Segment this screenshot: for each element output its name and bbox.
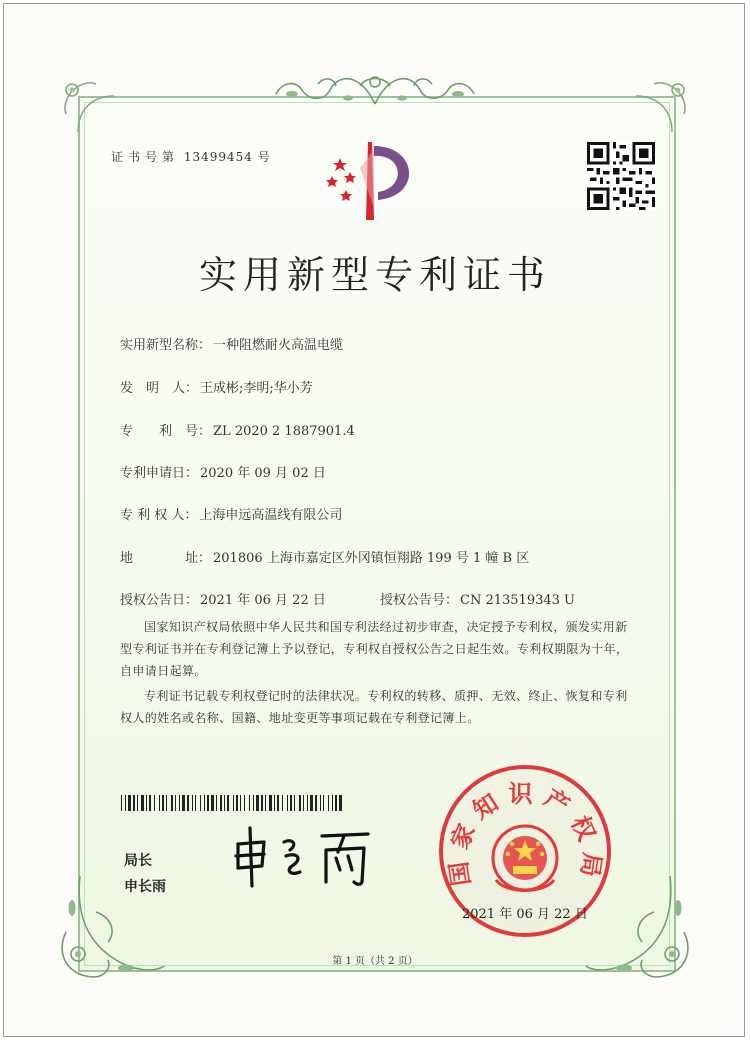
field-value: 2020 年 09 月 02 日 bbox=[200, 466, 326, 481]
certificate-number-label: 证书号第 bbox=[111, 150, 180, 164]
qr-code-icon bbox=[587, 142, 655, 210]
corner-ornament-top-left bbox=[56, 74, 116, 134]
certificate-number-value: 13499454 bbox=[183, 150, 253, 164]
field-value: 一种阻燃耐火高温电缆 bbox=[213, 338, 344, 353]
page-number: 第 1 页（共 2 页） bbox=[332, 956, 418, 967]
corner-ornament-top-right bbox=[634, 74, 694, 134]
field-filing-date bbox=[120, 462, 326, 481]
field-address bbox=[120, 547, 529, 566]
certificate-body bbox=[120, 616, 636, 729]
field-grant-number bbox=[380, 589, 575, 608]
field-value: 上海申远高温线有限公司 bbox=[199, 508, 343, 523]
field-value: CN 213519343 U bbox=[460, 593, 575, 608]
cnipa-logo-icon bbox=[322, 138, 428, 222]
field-value: 201806 上海市嘉定区外冈镇恒翔路 199 号 1 幢 B 区 bbox=[213, 551, 530, 566]
certificate-title: 实用新型专利证书 bbox=[198, 253, 551, 297]
seal-text: 国家知识产权局 bbox=[443, 779, 607, 888]
field-value: 2021 年 06 月 22 日 bbox=[200, 593, 326, 608]
field-value: 王成彬;李明;华小芳 bbox=[200, 381, 313, 396]
field-label: 专利申请日： bbox=[120, 466, 199, 481]
field-inventor bbox=[120, 377, 313, 396]
certificate-number bbox=[111, 148, 271, 165]
signatory-title: 局长 bbox=[124, 853, 152, 869]
field-label: 专 利 权 人： bbox=[120, 508, 198, 523]
barcode-icon bbox=[121, 795, 343, 811]
field-patentee bbox=[120, 504, 342, 523]
certificate-number-suffix: 号 bbox=[257, 150, 271, 164]
handwritten-signature bbox=[230, 822, 380, 892]
body-paragraph-2: 专利证书记载专利权登记时的法律状况。专利权的转移、质押、无效、终止、恢复和专利权人的姓名或名称、国籍、地址变更等事项记载在专利登记簿上。 bbox=[120, 689, 628, 725]
body-paragraph-1: 国家知识产权局依照中华人民共和国专利法经过初步审查，决定授予专利权，颁发实用新型专利证书并在专利登记簿上予以登记，专利权自授权公告之日起生效。专利权期限为十年，自申请日起算。 bbox=[120, 620, 629, 678]
field-label: 实用新型名称： bbox=[120, 338, 212, 353]
signatory-name: 申长雨 bbox=[124, 879, 166, 895]
field-utility-model-name bbox=[120, 334, 343, 353]
field-label: 发 明 人： bbox=[120, 381, 199, 396]
field-patent-number bbox=[120, 420, 355, 439]
field-label: 授权公告号： bbox=[380, 593, 459, 608]
field-value: ZL 2020 2 1887901.4 bbox=[213, 424, 355, 439]
field-label: 授权公告日： bbox=[120, 593, 199, 608]
field-label: 地 址： bbox=[120, 551, 212, 566]
field-grant-date bbox=[120, 589, 326, 608]
field-label: 专 利 号： bbox=[120, 424, 212, 439]
top-ornament bbox=[268, 64, 482, 112]
issue-date: 2021 年 06 月 22 日 bbox=[462, 907, 588, 922]
